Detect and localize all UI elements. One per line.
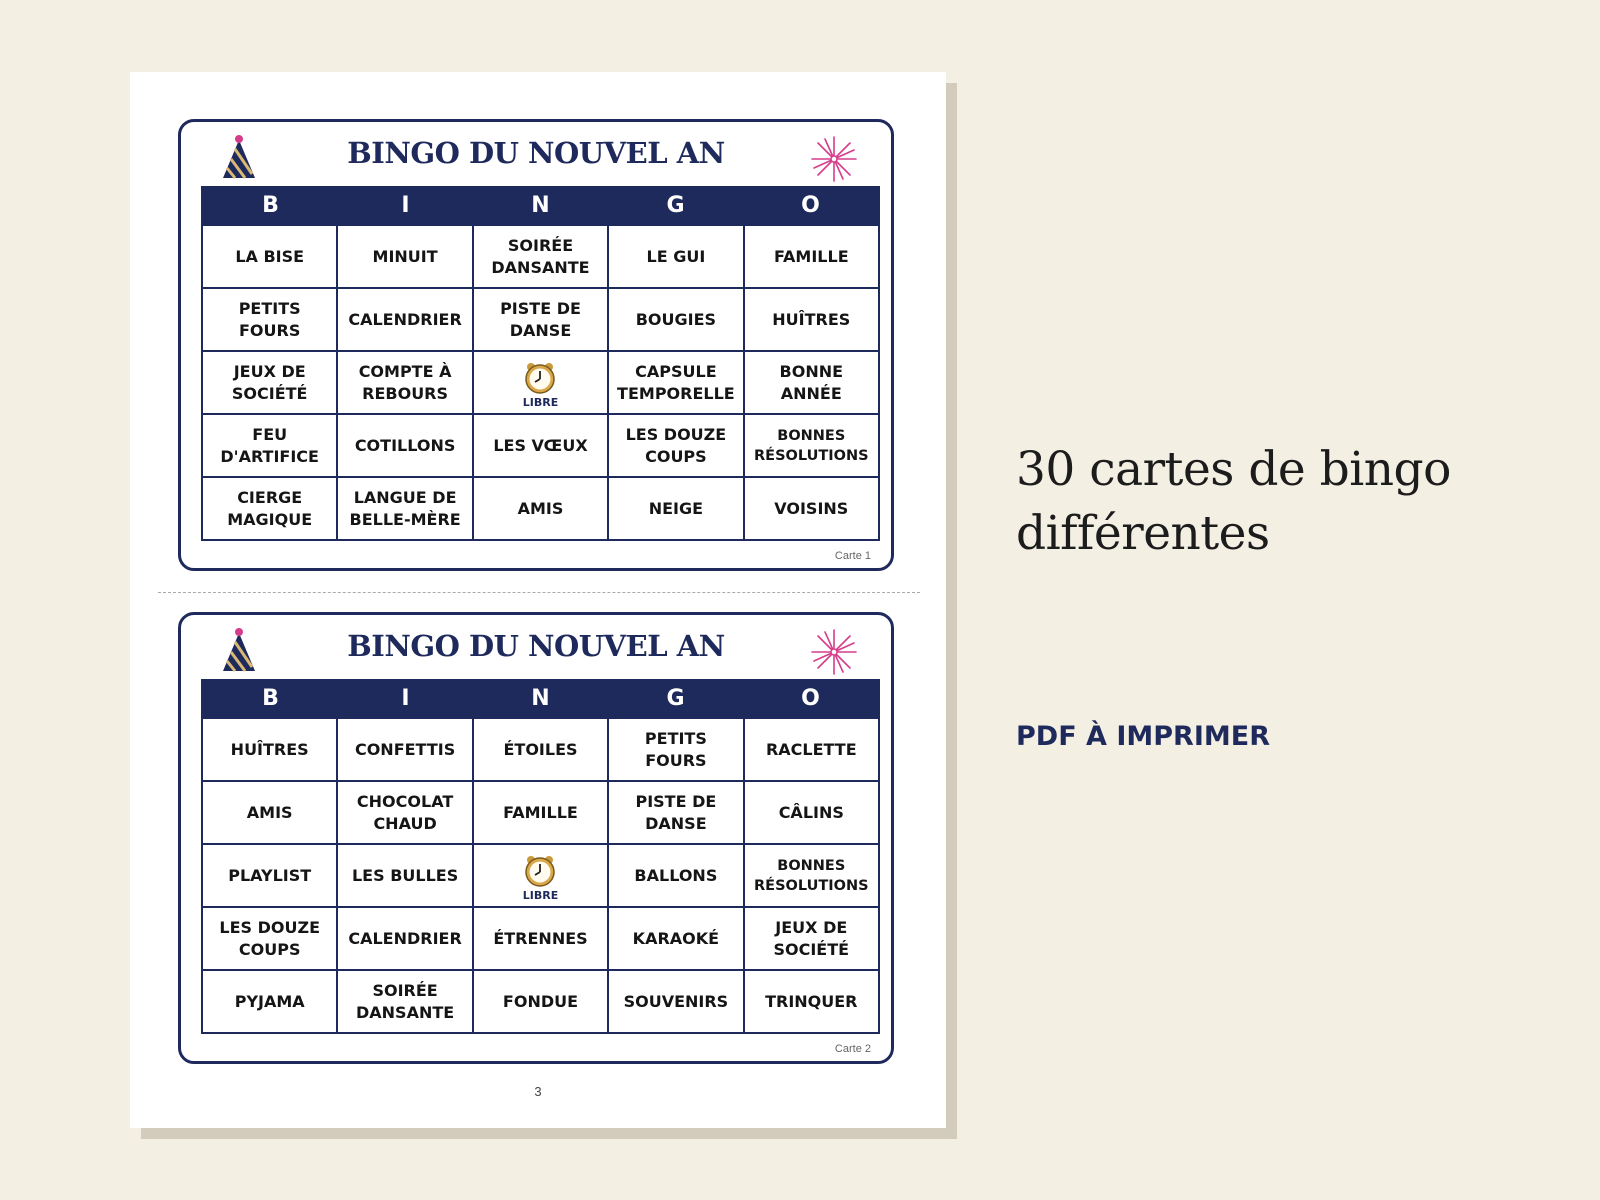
bingo-cell: SOIRÉE DANSANTE	[338, 971, 473, 1034]
free-label: LIBRE	[522, 888, 559, 902]
page-number: 3	[534, 1084, 542, 1099]
bingo-cell: COMPTE À REBOURS	[338, 352, 473, 415]
free-space	[474, 352, 609, 415]
bingo-cell: CALENDRIER	[338, 908, 473, 971]
bingo-grid	[201, 679, 880, 1034]
bingo-cell: CHOCOLAT CHAUD	[338, 782, 473, 845]
bingo-cell: HUÎTRES	[203, 719, 338, 782]
bingo-cell: PLAYLIST	[203, 845, 338, 908]
bingo-cell: VOISINS	[745, 478, 880, 541]
bingo-cell: PISTE DE DANSE	[609, 782, 744, 845]
bingo-cell: MINUIT	[338, 226, 473, 289]
bingo-cell: SOIRÉE DANSANTE	[474, 226, 609, 289]
bingo-cell: CAPSULE TEMPORELLE	[609, 352, 744, 415]
bingo-letter: O	[801, 192, 820, 218]
firework-icon	[809, 134, 859, 184]
bingo-cell: LES VŒUX	[474, 415, 609, 478]
bingo-cell: BOUGIES	[609, 289, 744, 352]
bingo-cell: LE GUI	[609, 226, 744, 289]
cut-line	[158, 592, 920, 593]
bingo-cell: ÉTOILES	[474, 719, 609, 782]
headline: 30 cartes de bingo différentes	[1016, 442, 1451, 561]
bingo-cell: LA BISE	[203, 226, 338, 289]
bingo-cell: BONNES RÉSOLUTIONS	[745, 845, 880, 908]
bingo-letter: N	[531, 685, 550, 711]
bingo-cell: BALLONS	[609, 845, 744, 908]
bingo-cell: PYJAMA	[203, 971, 338, 1034]
clock-icon	[522, 853, 558, 889]
bingo-cell: JEUX DE SOCIÉTÉ	[745, 908, 880, 971]
free-label: LIBRE	[522, 395, 559, 409]
free-space	[474, 845, 609, 908]
bingo-cell: AMIS	[474, 478, 609, 541]
bingo-card-1	[178, 119, 894, 571]
card-number: Carte 1	[834, 550, 871, 562]
bingo-cell: CONFETTIS	[338, 719, 473, 782]
bingo-cell: JEUX DE SOCIÉTÉ	[203, 352, 338, 415]
bingo-cell: RACLETTE	[745, 719, 880, 782]
bingo-cell: FAMILLE	[745, 226, 880, 289]
bingo-cell: LES DOUZE COUPS	[203, 908, 338, 971]
bingo-cell: COTILLONS	[338, 415, 473, 478]
bingo-letter: O	[801, 685, 820, 711]
bingo-cell: FEU D'ARTIFICE	[203, 415, 338, 478]
printable-sheet	[130, 72, 946, 1128]
bingo-cell: LES DOUZE COUPS	[609, 415, 744, 478]
bingo-cell: PETITS FOURS	[203, 289, 338, 352]
firework-icon	[809, 627, 859, 677]
bingo-cell: FAMILLE	[474, 782, 609, 845]
bingo-cell: CIERGE MAGIQUE	[203, 478, 338, 541]
bingo-header-row	[201, 186, 880, 224]
clock-icon	[522, 360, 558, 396]
bingo-cell: BONNE ANNÉE	[745, 352, 880, 415]
bingo-cell: NEIGE	[609, 478, 744, 541]
bingo-body	[201, 224, 880, 541]
bingo-grid	[201, 186, 880, 541]
card-title: BINGO DU NOUVEL AN	[347, 629, 725, 663]
bingo-letter: N	[531, 192, 550, 218]
bingo-cell: CALENDRIER	[338, 289, 473, 352]
bingo-letter: B	[262, 192, 279, 218]
subheadline: PDF À IMPRIMER	[1016, 721, 1270, 752]
bingo-cell: KARAOKÉ	[609, 908, 744, 971]
card-title: BINGO DU NOUVEL AN	[347, 136, 725, 170]
bingo-cell: CÂLINS	[745, 782, 880, 845]
bingo-letter: I	[401, 192, 410, 218]
bingo-body	[201, 717, 880, 1034]
bingo-letter: G	[666, 685, 685, 711]
bingo-cell: HUÎTRES	[745, 289, 880, 352]
bingo-cell: PISTE DE DANSE	[474, 289, 609, 352]
bingo-cell: BONNES RÉSOLUTIONS	[745, 415, 880, 478]
bingo-cell: LANGUE DE BELLE-MÈRE	[338, 478, 473, 541]
card-number: Carte 2	[834, 1043, 871, 1055]
bingo-cell: PETITS FOURS	[609, 719, 744, 782]
bingo-cell: ÉTRENNES	[474, 908, 609, 971]
bingo-cell: LES BULLES	[338, 845, 473, 908]
bingo-cell: FONDUE	[474, 971, 609, 1034]
bingo-cell: AMIS	[203, 782, 338, 845]
bingo-cell: SOUVENIRS	[609, 971, 744, 1034]
bingo-header-row	[201, 679, 880, 717]
bingo-letter: B	[262, 685, 279, 711]
bingo-letter: G	[666, 192, 685, 218]
bingo-card-2	[178, 612, 894, 1064]
bingo-letter: I	[401, 685, 410, 711]
bingo-cell: TRINQUER	[745, 971, 880, 1034]
